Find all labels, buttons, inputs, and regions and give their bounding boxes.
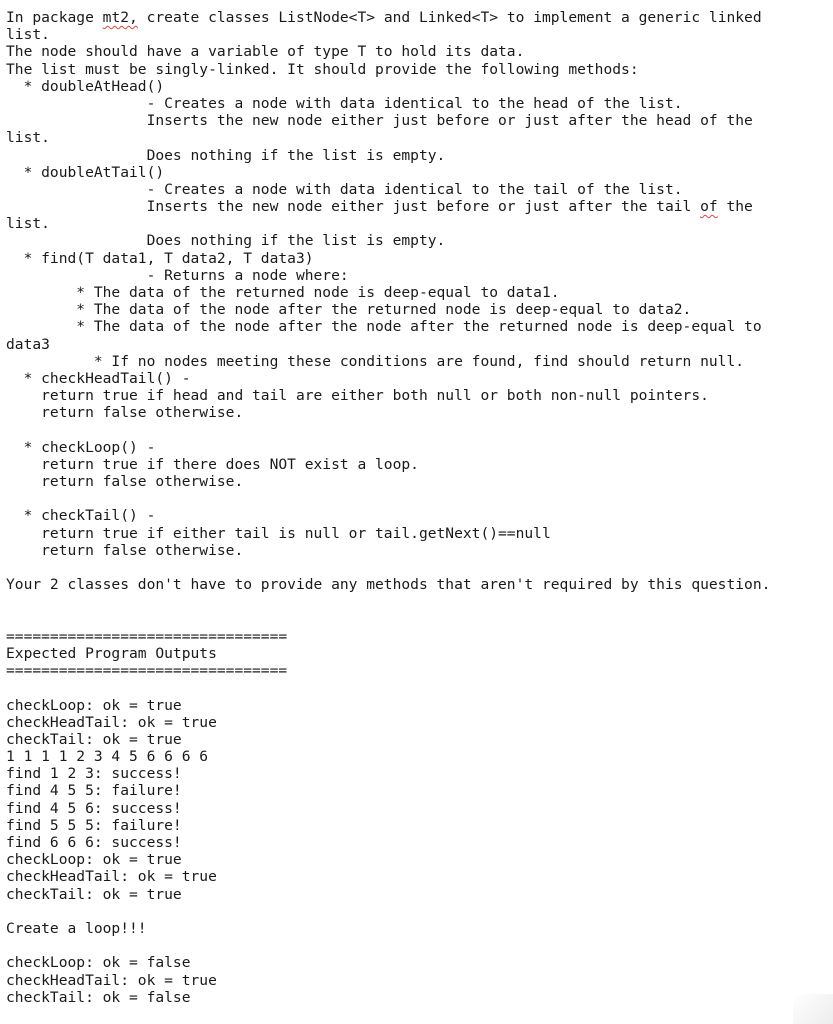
output-line: Create a loop!!!: [6, 919, 147, 937]
output-line: checkHeadTail: ok = true: [6, 971, 217, 989]
method-description-line: Does nothing if the list is empty.: [6, 232, 446, 250]
output-line: find 1 2 3: success!: [6, 765, 182, 783]
output-line: checkLoop: ok = false: [6, 954, 191, 972]
blank-line: [6, 422, 832, 439]
blank-line: [6, 611, 832, 628]
corner-shadow: [793, 994, 833, 1024]
closing-note: Your 2 classes don't have to provide any methods that aren't required by this question.: [6, 576, 771, 594]
terminal-text-view: [6, 9, 832, 1006]
output-line: checkLoop: ok = true: [6, 851, 182, 869]
blank-line: [6, 679, 832, 696]
output-line: checkTail: ok = true: [6, 885, 182, 903]
method-description-line: return true if head and tail are either both null or both non-null pointers.: [6, 387, 709, 405]
method-heading-checktail: * checkTail() -: [6, 507, 156, 525]
method-description-line: Inserts the new node either just before or just after the head of the: [6, 112, 753, 130]
blank-line: [6, 559, 832, 576]
method-description-line: data3: [6, 335, 50, 353]
separator: ================================: [6, 627, 288, 645]
method-description-line: return false otherwise.: [6, 541, 244, 559]
output-line: checkTail: ok = false: [6, 988, 191, 1006]
method-description-line: Inserts the new node either just before or just after the tail of the: [6, 198, 753, 216]
output-line: checkHeadTail: ok = true: [6, 713, 217, 731]
method-description-line: * If no nodes meeting these conditions are found, find should return null.: [6, 352, 745, 370]
method-heading-checkloop: * checkLoop() -: [6, 438, 156, 456]
section-heading: Expected Program Outputs: [6, 644, 217, 662]
blank-line: [6, 593, 832, 610]
method-description-line: * The data of the node after the node after the returned node is deep-equal to: [6, 318, 762, 336]
method-heading-checkheadtail: * checkHeadTail() -: [6, 369, 191, 387]
output-line: checkLoop: ok = true: [6, 696, 182, 714]
intro-line: The list must be singly-linked. It should provide the following methods:: [6, 60, 639, 78]
output-line: checkHeadTail: ok = true: [6, 868, 217, 886]
method-description-line: - Creates a node with data identical to the head of the list.: [6, 94, 683, 112]
output-line: find 4 5 5: failure!: [6, 782, 182, 800]
method-description-line: * The data of the node after the returned node is deep-equal to data2.: [6, 301, 692, 319]
problem-statement: [6, 9, 832, 593]
method-description-line: - Returns a node where:: [6, 266, 349, 284]
method-description-line: return true if either tail is null or tail.getNext()==null: [6, 524, 551, 542]
output-line: find 6 6 6: success!: [6, 834, 182, 851]
separator: ================================: [6, 662, 288, 680]
method-description-line: - Creates a node with data identical to the tail of the list.: [6, 180, 683, 198]
output-line: find 4 5 6: success!: [6, 799, 182, 817]
spellcheck-word: mt2,: [102, 9, 138, 26]
method-description-line: return true if there does NOT exist a loop.: [6, 455, 419, 473]
output-line: checkTail: ok = true: [6, 730, 182, 748]
expected-outputs-section: [6, 628, 832, 1006]
method-description-line: list.: [6, 215, 50, 233]
blank-line: [6, 903, 832, 920]
output-line: 1 1 1 1 2 3 4 5 6 6 6 6: [6, 748, 209, 766]
method-description-line: return false otherwise.: [6, 404, 244, 422]
method-description-line: * The data of the returned node is deep-equal to data1.: [6, 284, 560, 301]
output-line: find 5 5 5: failure!: [6, 816, 182, 834]
intro-line: In package mt2, create classes ListNode<T> and Linked<T> to implement a generic linked: [6, 9, 762, 26]
blank-line: [6, 490, 832, 507]
intro-line: list.: [6, 26, 50, 44]
method-heading-doubleattail: * doubleAtTail(): [6, 163, 165, 181]
method-heading-find: * find(T data1, T data2, T data3): [6, 249, 314, 267]
intro-line: The node should have a variable of type T to hold its data.: [6, 43, 525, 61]
method-description-line: return false otherwise.: [6, 473, 244, 491]
method-description-line: Does nothing if the list is empty.: [6, 146, 446, 164]
spellcheck-word: of: [700, 198, 718, 216]
blank-line: [6, 937, 832, 954]
method-description-line: list.: [6, 129, 50, 147]
method-heading-doubleathead: * doubleAtHead(): [6, 77, 165, 95]
